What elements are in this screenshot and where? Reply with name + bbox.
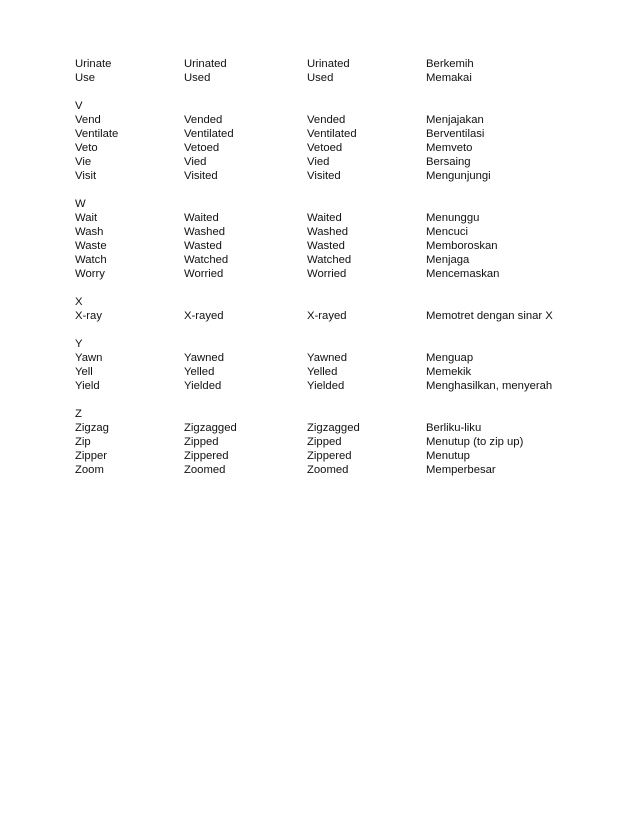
translation: Memekik: [426, 366, 472, 378]
base-form: X-ray: [75, 310, 102, 322]
past-participle: Wasted: [307, 240, 345, 252]
translation: Menjaga: [426, 254, 470, 266]
past-participle: Yelled: [307, 366, 338, 378]
past-tense: Washed: [184, 226, 226, 238]
past-participle: Zoomed: [307, 464, 349, 476]
section-letter: W: [75, 198, 86, 210]
base-form: Wash: [75, 226, 104, 238]
base-form: Vie: [75, 156, 92, 168]
letter-section: [75, 85, 615, 183]
base-form: Worry: [75, 268, 105, 280]
past-tense: Vetoed: [184, 142, 220, 154]
verb-row: [75, 421, 615, 435]
verb-row: [75, 57, 615, 71]
translation: Bersaing: [426, 156, 471, 168]
past-tense: Waited: [184, 212, 219, 224]
verb-row: [75, 351, 615, 365]
past-tense: X-rayed: [184, 310, 224, 322]
section-spacer: [75, 183, 615, 197]
past-participle: Used: [307, 72, 334, 84]
letter-heading-row: [75, 295, 615, 309]
base-form: Zip: [75, 436, 91, 448]
past-participle: Visited: [307, 170, 341, 182]
past-tense: Yielded: [184, 380, 222, 392]
base-form: Ventilate: [75, 128, 119, 140]
base-form: Zoom: [75, 464, 104, 476]
past-tense: Urinated: [184, 58, 227, 70]
translation: Memotret dengan sinar X: [426, 310, 553, 322]
past-tense: Wasted: [184, 240, 222, 252]
past-participle: Vetoed: [307, 142, 343, 154]
past-tense: Watched: [184, 254, 229, 266]
base-form: Yell: [75, 366, 93, 378]
section-spacer: [75, 393, 615, 407]
past-participle: Yawned: [307, 352, 347, 364]
section-spacer: [75, 323, 615, 337]
section-letter: X: [75, 296, 83, 308]
past-tense: Used: [184, 72, 211, 84]
translation: Memperbesar: [426, 464, 496, 476]
base-form: Yawn: [75, 352, 103, 364]
base-form: Wait: [75, 212, 98, 224]
past-tense: Vied: [184, 156, 207, 168]
past-participle: Zippered: [307, 450, 352, 462]
translation: Menunggu: [426, 212, 480, 224]
letter-section: [75, 393, 615, 477]
verb-row: [75, 379, 615, 393]
past-participle: Vended: [307, 114, 346, 126]
letter-section: [75, 183, 615, 281]
translation: Mengunjungi: [426, 170, 491, 182]
base-form: Veto: [75, 142, 98, 154]
base-form: Visit: [75, 170, 97, 182]
past-participle: X-rayed: [307, 310, 347, 322]
past-tense: Worried: [184, 268, 224, 280]
past-participle: Yielded: [307, 380, 345, 392]
base-form: Yield: [75, 380, 100, 392]
past-participle: Zigzagged: [307, 422, 360, 434]
past-participle: Urinated: [307, 58, 350, 70]
past-participle: Worried: [307, 268, 347, 280]
verb-row: [75, 435, 615, 449]
translation: Menutup (to zip up): [426, 436, 524, 448]
verb-row: [75, 113, 615, 127]
section-letter: V: [75, 100, 83, 112]
section-spacer: [75, 85, 615, 99]
verb-row: [75, 211, 615, 225]
translation: Berliku-liku: [426, 422, 482, 434]
translation: Memboroskan: [426, 240, 498, 252]
letter-section: [75, 57, 615, 85]
letter-heading-row: [75, 99, 615, 113]
section-letter: Y: [75, 338, 83, 350]
translation: Menghasilkan, menyerah: [426, 380, 553, 392]
past-tense: Zoomed: [184, 464, 226, 476]
translation: Mencemaskan: [426, 268, 500, 280]
verb-row: [75, 309, 615, 323]
past-tense: Zigzagged: [184, 422, 237, 434]
base-form: Waste: [75, 240, 107, 252]
past-tense: Visited: [184, 170, 218, 182]
verb-row: [75, 141, 615, 155]
verb-row: [75, 267, 615, 281]
past-tense: Zipped: [184, 436, 219, 448]
verb-list: [75, 57, 615, 477]
past-participle: Watched: [307, 254, 352, 266]
base-form: Vend: [75, 114, 101, 126]
verb-row: [75, 253, 615, 267]
past-tense: Yawned: [184, 352, 224, 364]
translation: Menutup: [426, 450, 470, 462]
past-tense: Yelled: [184, 366, 215, 378]
past-tense: Vended: [184, 114, 223, 126]
section-spacer: [75, 281, 615, 295]
past-participle: Waited: [307, 212, 342, 224]
letter-heading-row: [75, 407, 615, 421]
verb-row: [75, 155, 615, 169]
verb-row: [75, 169, 615, 183]
translation: Memakai: [426, 72, 472, 84]
translation: Menjajakan: [426, 114, 484, 126]
base-form: Use: [75, 72, 96, 84]
base-form: Zigzag: [75, 422, 109, 434]
section-letter: Z: [75, 408, 82, 420]
letter-heading-row: [75, 197, 615, 211]
past-participle: Washed: [307, 226, 349, 238]
base-form: Zipper: [75, 450, 108, 462]
letter-section: [75, 281, 615, 323]
translation: Berkemih: [426, 58, 474, 70]
base-form: Watch: [75, 254, 107, 266]
letter-section: [75, 323, 615, 393]
past-tense: Ventilated: [184, 128, 234, 140]
translation: Menguap: [426, 352, 474, 364]
translation: Berventilasi: [426, 128, 485, 140]
letter-heading-row: [75, 337, 615, 351]
past-tense: Zippered: [184, 450, 229, 462]
verb-row: [75, 365, 615, 379]
past-participle: Zipped: [307, 436, 342, 448]
verb-row: [75, 463, 615, 477]
base-form: Urinate: [75, 58, 112, 70]
translation: Mencuci: [426, 226, 469, 238]
verb-row: [75, 71, 615, 85]
verb-row: [75, 225, 615, 239]
translation: Memveto: [426, 142, 473, 154]
past-participle: Ventilated: [307, 128, 357, 140]
verb-row: [75, 449, 615, 463]
verb-row: [75, 239, 615, 253]
verb-row: [75, 127, 615, 141]
past-participle: Vied: [307, 156, 330, 168]
